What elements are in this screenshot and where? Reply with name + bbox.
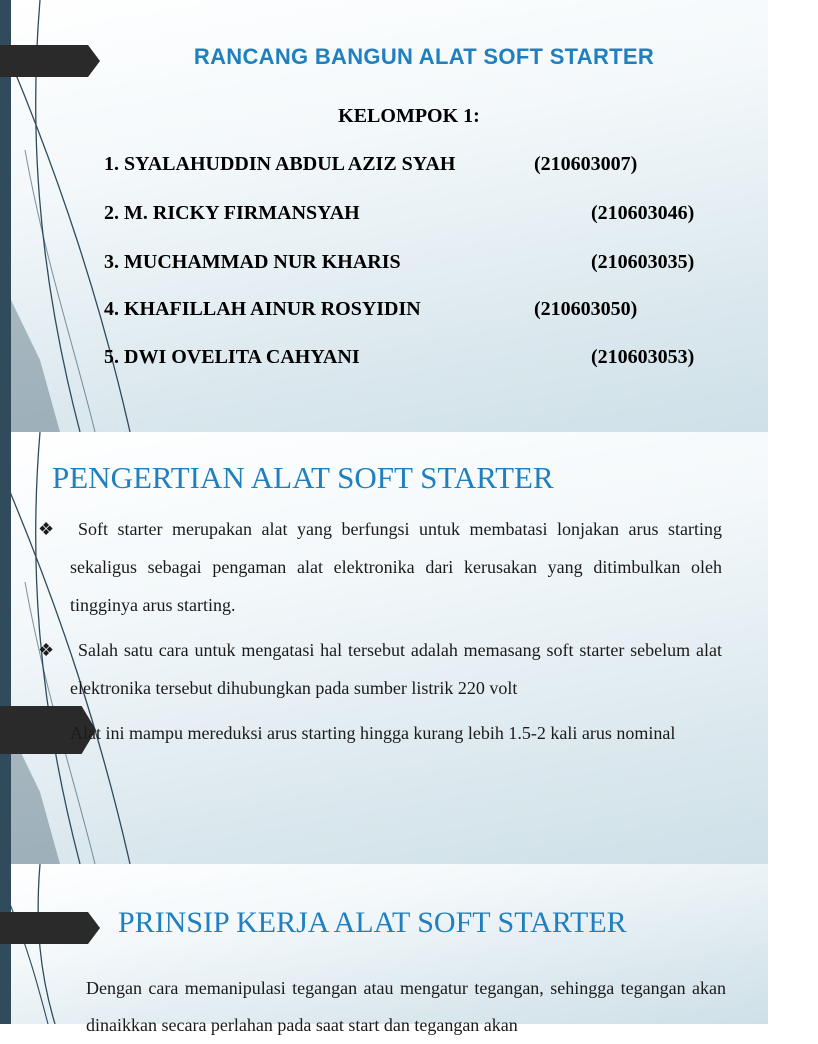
slide-heading: PENGERTIAN ALAT SOFT STARTER (52, 460, 554, 495)
member-nim: (210603053) (591, 346, 695, 368)
member-name: 4. KHAFILLAH AINUR ROSYIDIN (104, 298, 421, 320)
member-row (104, 202, 695, 225)
title-arrow-tab (0, 912, 100, 944)
member-nim: (210603035) (591, 251, 695, 273)
group-label: KELOMPOK 1: (338, 105, 480, 127)
paragraph-text: Soft starter merupakan alat yang berfungsi untuk membatasi lonjakan arus starting sekaligus sebagai pengaman alat elektronika dari kerusakan yang ditimbulkan oleh tingginya arus starting. (70, 519, 722, 615)
slide-principle (0, 864, 768, 1035)
paragraph-text: Salah satu cara untuk mengatasi hal tersebut adalah memasang soft starter sebelum alat elektronika tersebut dihubungkan pada sumber listrik 220 volt (70, 640, 722, 698)
slide-definition (0, 432, 768, 864)
member-row (104, 251, 695, 274)
member-row (104, 298, 638, 321)
paragraph: Dengan cara memanipulasi tegangan atau mengatur tegangan, sehingga tegangan akan dinaikkan secara perlahan pada saat start dan tegangan akan (86, 978, 726, 1035)
bullet-paragraph (38, 510, 722, 624)
member-row (104, 153, 638, 176)
member-name: 5. DWI OVELITA CAHYANI (104, 346, 360, 368)
member-nim: (210603007) (534, 153, 638, 175)
bullet-paragraph (38, 631, 722, 707)
slide-title-heading: RANCANG BANGUN ALAT SOFT STARTER (193, 44, 655, 69)
paragraph-text: Alat ini mampu mereduksi arus starting hingga kurang lebih 1.5-2 kali arus nominal (70, 723, 676, 743)
title-arrow-tab (0, 45, 100, 77)
diamond-bullet-icon: ❖ (38, 519, 55, 539)
paragraph (70, 714, 722, 752)
slide-heading: PRINSIP KERJA ALAT SOFT STARTER (118, 906, 627, 939)
member-name: 2. M. RICKY FIRMANSYAH (104, 202, 360, 224)
left-accent-bar (0, 864, 11, 1024)
member-name: 1. SYALAHUDDIN ABDUL AZIZ SYAH (104, 153, 456, 175)
left-accent-bar (0, 432, 11, 864)
member-name: 3. MUCHAMMAD NUR KHARIS (104, 251, 401, 273)
member-nim: (210603050) (534, 298, 638, 320)
slide-title (0, 0, 768, 432)
diamond-bullet-icon: ❖ (38, 640, 55, 660)
member-row (104, 346, 695, 369)
member-nim: (210603046) (591, 202, 695, 224)
